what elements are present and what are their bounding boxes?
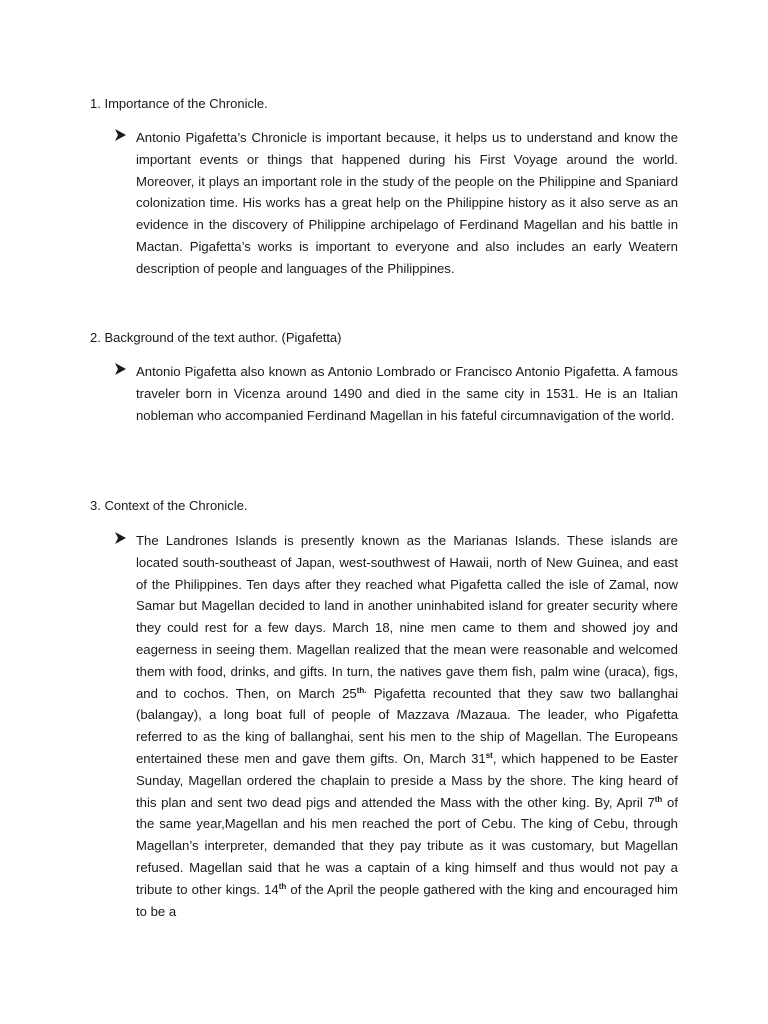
ordinal-suffix: th bbox=[654, 794, 663, 804]
paragraph-text: , which happened to be Easter Sunday, Magellan ordered the chaplain to preside a Mass by the shore. The king heard of this plan and sent two dead pigs and attended the Mass with the other king. By, April 7 bbox=[136, 750, 678, 810]
section-2-heading: 2. Background of the text author. (Pigafetta) bbox=[90, 330, 342, 345]
section-1-bullet bbox=[114, 127, 678, 280]
section-3-heading: 3. Context of the Chronicle. bbox=[90, 498, 248, 513]
paragraph-text: The Landrones Islands is presently known as the Marianas Islands. These islands are located south-southeast of Japan, west-southwest of Hawaii, north of New Guinea, and east of the Philippines. Ten days after they reached what Pigafetta called the isle of Zamal, now Samar but Magellan decided to land in another uninhabited island for greater security where they could rest for a few days. March 18, nine men came to them and showed joy and eagerness in seeing them. Magellan realized that the mean were reasonable and welcomed them with food, drinks, and gifts. In turn, the natives gave them fish, palm wine (uraca), figs, and to cochos. Then, on March 25 bbox=[136, 533, 678, 701]
section-3-bullet bbox=[114, 530, 678, 922]
arrow-bullet-icon bbox=[114, 531, 128, 545]
section-2-paragraph: Antonio Pigafetta also known as Antonio Lombrado or Francisco Antonio Pigafetta. A famous traveler born in Vicenza around 1490 and died in the same city in 1531. He is an Italian nobleman who accompanied Ferdinand Magellan in his fateful circumnavigation of the world. bbox=[136, 364, 678, 423]
section-3-paragraph bbox=[136, 530, 678, 922]
arrow-bullet-icon bbox=[114, 128, 128, 142]
paragraph-text: Pigafetta recounted that they saw two ballanghai (balangay), a long boat full of people of Mazzava /Mazaua. The leader, who Pigafetta referred to as the king of ballanghai, sent his men to the ship of Magellan. The Europeans entertained these men and gave them gifts. On, March 31 bbox=[136, 685, 678, 766]
arrow-bullet-icon bbox=[114, 362, 128, 376]
ordinal-suffix: th bbox=[278, 881, 287, 891]
paragraph-text: of the same year,Magellan and his men reached the port of Cebu. The king of Cebu, through Magellan’s interpreter, demanded that they pay tribute as it was customary, but Magellan refused. Magellan said that he was a captain of a king himself and thus would not pay a tribute to other kings. 14 bbox=[136, 794, 678, 897]
ordinal-suffix: th. bbox=[356, 685, 367, 695]
section-2-bullet bbox=[114, 361, 678, 426]
paragraph-text: of the April the people gathered with the king and encouraged him to be a bbox=[136, 881, 678, 919]
section-1-paragraph: Antonio Pigafetta’s Chronicle is important because, it helps us to understand and know the important events or things that happened during his First Voyage around the world. Moreover, it plays an important role in the study of the people on the Philippine and Spaniard colonization time. His works has a great help on the Philippine history as it also serve as an evidence in the discovery of Philippine archipelago of Ferdinand Magellan and his battle in Mactan. Pigafetta’s works is important to everyone and also includes an early Weatern description of people and languages of the Philippines. bbox=[136, 130, 678, 276]
ordinal-suffix: st bbox=[485, 750, 493, 760]
section-1-heading: 1. Importance of the Chronicle. bbox=[90, 96, 268, 111]
